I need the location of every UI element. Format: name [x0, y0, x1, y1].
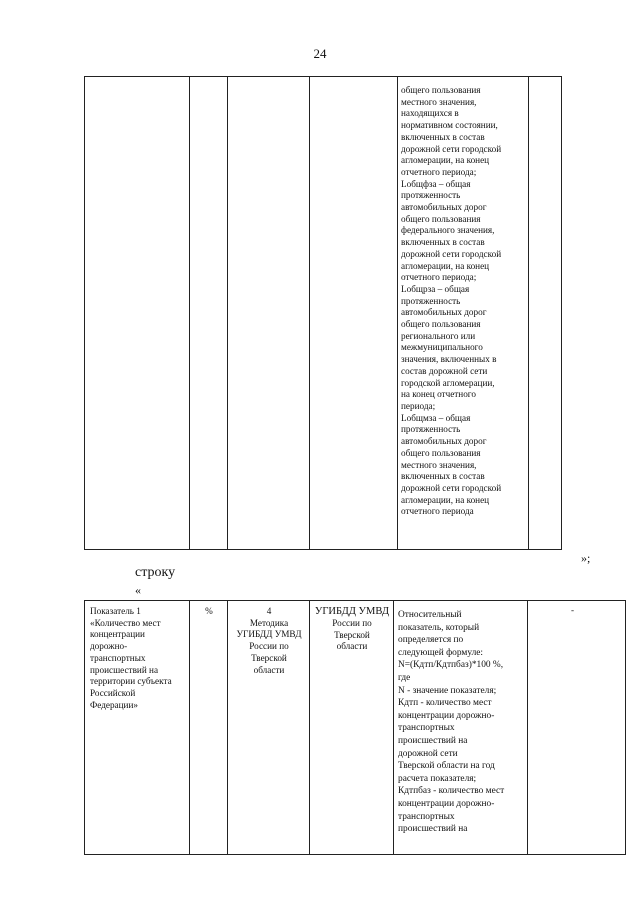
responsible-cell — [311, 606, 393, 653]
indicator-name-cell: Показатель 1 «Количество мест концентрации дорожно- транспортных происшествий на территории субъекта Российской Федерации» — [90, 606, 172, 710]
column-divider — [393, 601, 394, 854]
opening-quote: « — [135, 583, 141, 597]
description-cell: Относительный показатель, который определяется по следующей формуле: N=(Кдтп/Кдтпбаз)*100 %, где N - значение показателя; Кдтп - количество мест концентрации дорожно- транспортных происшествий на дорожной сети Тверской области на год расчета показателя; Кдтпбаз - количество мест концентрации дорожно- транспортных происшествий на — [398, 610, 505, 835]
indicator-table — [84, 600, 626, 855]
formula-description-cell: общего пользования местного значения, находящихся в нормативном состоянии, включенных в состав дорожной сети городской агломерации, на конец отчетного периода; Lобщфза – общая протяженность автомобильных дорог общего пользования федерального значения, включенных в состав дорожной сети городской агломерации, на конец отчетного периода; Lобщрза – общая протяженность автомобильных дорог общего пользования регионального или межмуниципального значения, включенных в состав дорожной сети городской агломерации, на конец отчетного периода; Lобщмза – общая протяженность автомобильных дорог общего пользования местного значения, включенных в состав дорожной сети городской агломерации, на конец отчетного периода — [401, 85, 502, 517]
method-cell: 4 Методика УГИБДД УМВД России по Тверской области — [236, 606, 302, 675]
responsible-title: УГИБДД УМВД — [314, 606, 390, 617]
column-divider — [528, 77, 529, 549]
column-divider — [397, 77, 398, 549]
page-number: 24 — [313, 46, 327, 61]
stroku-label: строку — [135, 565, 176, 580]
column-divider — [309, 77, 310, 549]
column-divider — [527, 601, 528, 854]
unit-cell: % — [205, 606, 213, 616]
responsible-rest: России по Тверской области — [332, 618, 372, 652]
column-divider — [227, 601, 228, 854]
last-column-cell: - — [571, 605, 575, 615]
column-divider — [189, 77, 190, 549]
column-divider — [309, 601, 310, 854]
table-continuation — [84, 76, 562, 550]
closing-quote: »; — [581, 551, 591, 565]
column-divider — [227, 77, 228, 549]
column-divider — [189, 601, 190, 854]
